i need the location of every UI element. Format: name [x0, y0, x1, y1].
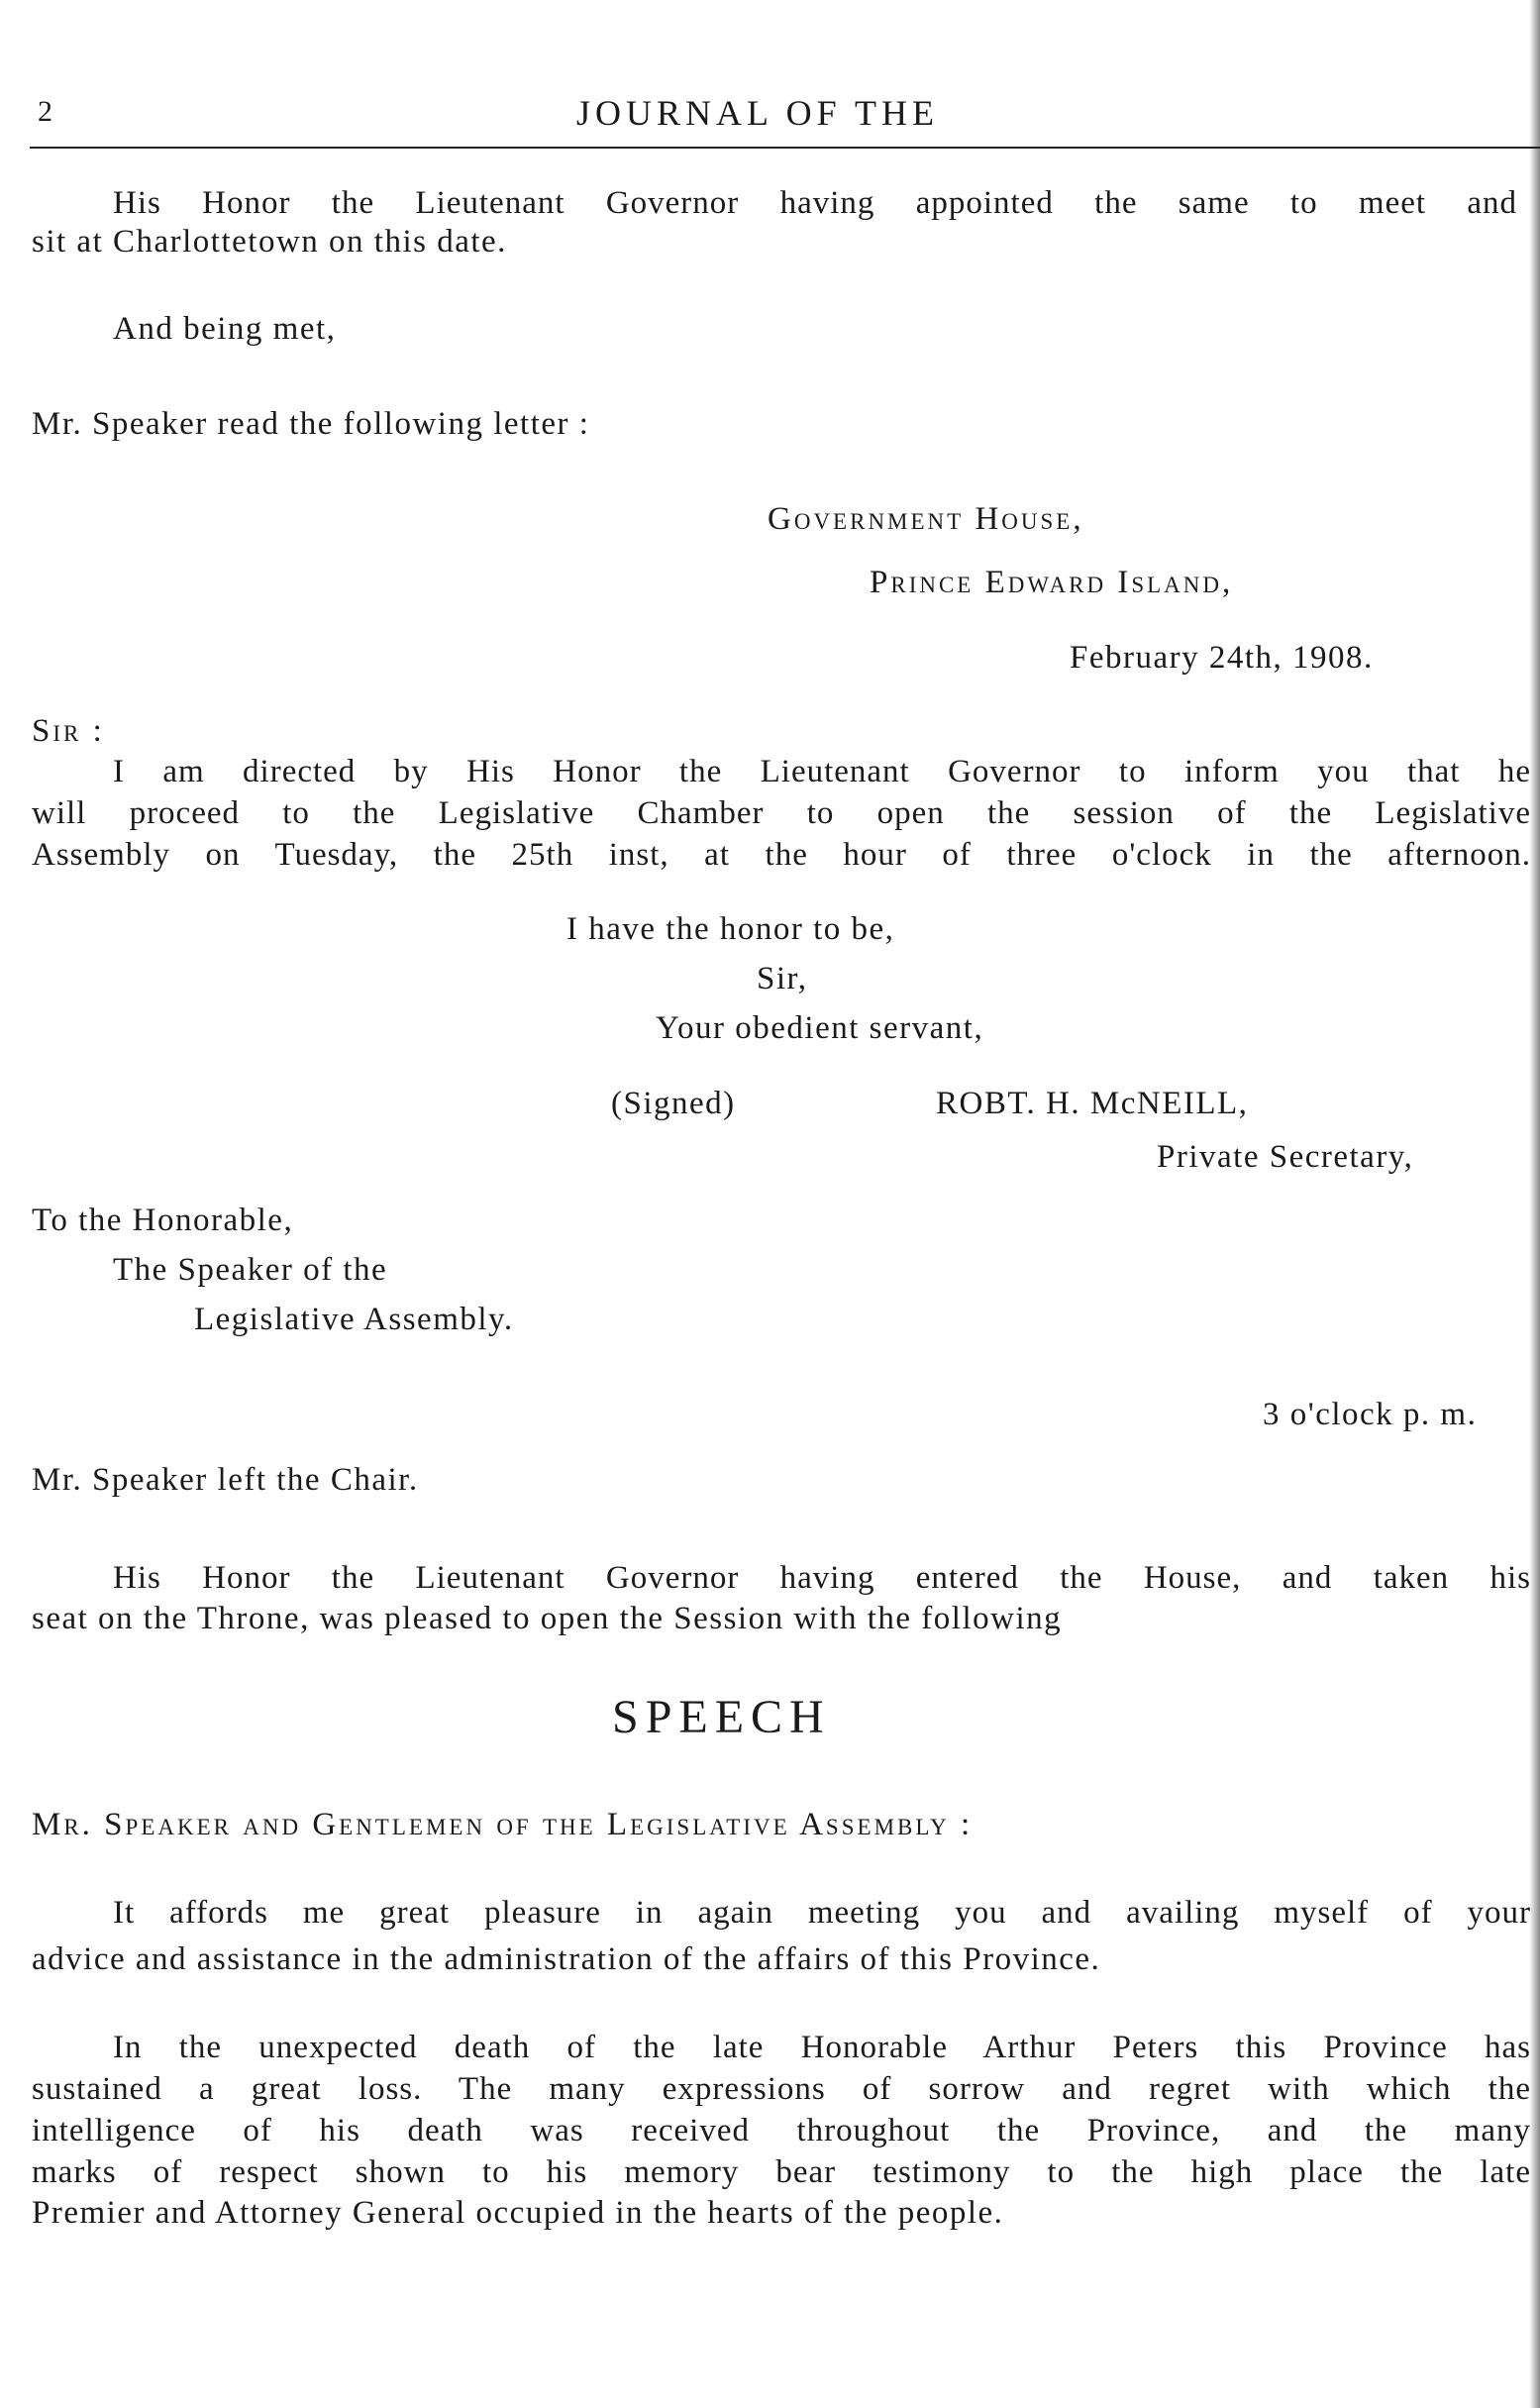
letter-closing-3: Your obedient servant, [656, 1010, 984, 1046]
proceedings-time: 3 o'clock p. m. [1263, 1397, 1478, 1432]
governor-entered-line-2: seat on the Throne, was pleased to open the Session with the following [32, 1601, 1063, 1636]
speech-address: Mr. Speaker and Gentlemen of the Legislative Assembly : [32, 1807, 974, 1842]
speech-heading: SPEECH [612, 1691, 831, 1743]
speech-para-2-line-5: Premier and Attorney General occupied in the hearts of the people. [32, 2195, 1004, 2231]
being-met: And being met, [113, 311, 337, 347]
letter-closing-2: Sir, [757, 961, 808, 996]
letter-to-3: Legislative Assembly. [194, 1302, 514, 1337]
letter-to-1: To the Honorable, [32, 1203, 294, 1238]
letter-signatory: ROBT. H. McNEILL, [936, 1086, 1249, 1121]
opening-line-1: His Honor the Lieutenant Governor having appointed the same to meet and [113, 185, 1517, 221]
letter-date: February 24th, 1908. [1070, 640, 1374, 676]
letter-to-2: The Speaker of the [113, 1252, 388, 1288]
speech-para-2-line-1: In the unexpected death of the late Honorable Arthur Peters this Province has [113, 2030, 1531, 2065]
header-rule [30, 147, 1540, 149]
opening-line-2: sit at Charlottetown on this date. [32, 224, 507, 260]
letter-body-line-1: I am directed by His Honor the Lieutenant Governor to inform you that he [113, 754, 1531, 789]
letter-body-line-2: will proceed to the Legislative Chamber to open the session of the Legislative [32, 795, 1531, 831]
speech-para-2-line-4: marks of respect shown to his memory bear testimony to the high place the late [32, 2154, 1531, 2190]
speech-para-1-line-2: advice and assistance in the administration of the affairs of this Province. [32, 1941, 1101, 1977]
governor-entered-line-1: His Honor the Lieutenant Governor having entered the House, and taken his [113, 1560, 1531, 1596]
letter-salutation: Sir : [32, 713, 105, 749]
page-number: 2 [38, 95, 54, 128]
letter-signed: (Signed) [611, 1086, 736, 1121]
speech-para-2-line-2: sustained a great loss. The many expressions of sorrow and regret with which the [32, 2071, 1531, 2107]
letter-address-2: Prince Edward Island, [870, 565, 1234, 600]
speech-para-1-line-1: It affords me great pleasure in again meeting you and availing myself of your [113, 1895, 1531, 1931]
letter-body-line-3: Assembly on Tuesday, the 25th inst, at the hour of three o'clock in the afternoon. [32, 837, 1531, 873]
speaker-read-letter: Mr. Speaker read the following letter : [32, 406, 590, 442]
running-title: JOURNAL OF THE [576, 93, 940, 133]
speaker-left-chair: Mr. Speaker left the Chair. [32, 1462, 419, 1498]
letter-signatory-title: Private Secretary, [1157, 1139, 1414, 1175]
letter-address-1: Government House, [768, 501, 1084, 537]
letter-closing-1: I have the honor to be, [566, 911, 895, 947]
speech-para-2-line-3: intelligence of his death was received throughout the Province, and the many [32, 2113, 1531, 2148]
